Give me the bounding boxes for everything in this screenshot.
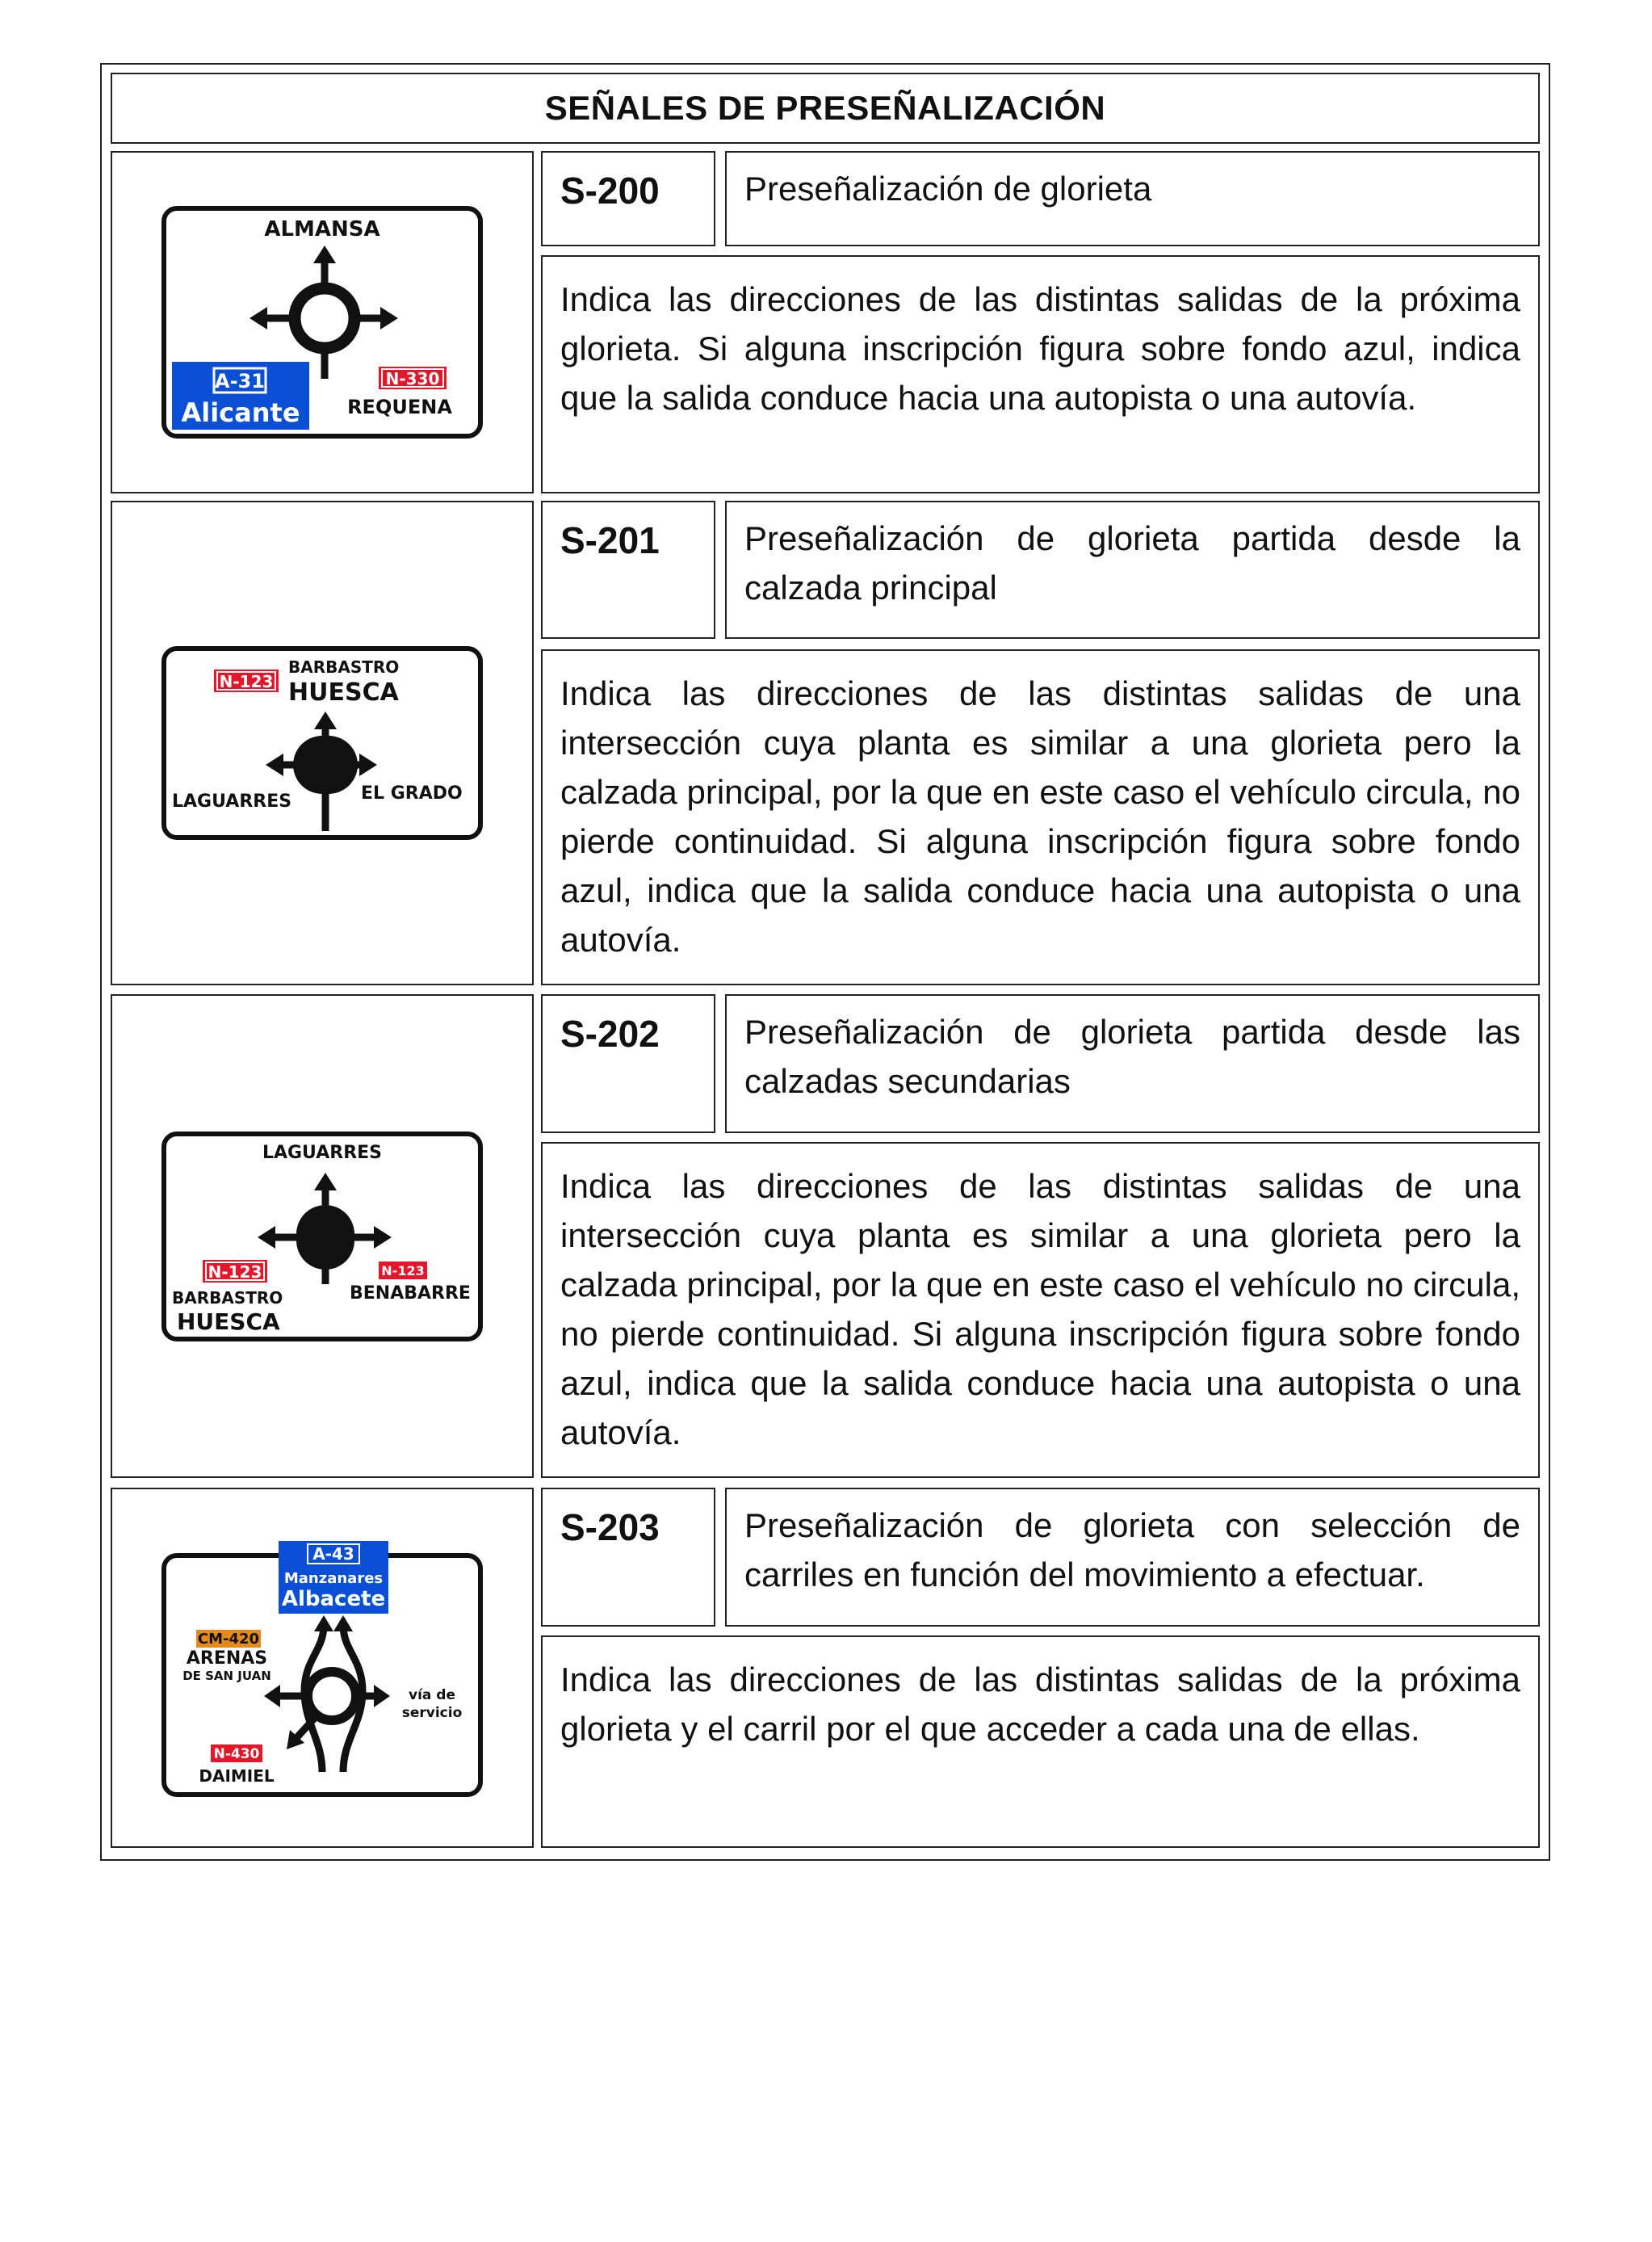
sign-s203-orange-badge: CM-420 [197,1631,260,1648]
sign-s203-left-big: ARENAS [186,1648,268,1669]
sign-s200-right: REQUENA [347,396,452,418]
sign-s201-left: LAGUARRES [172,791,292,812]
sign-s202-red-badge-left: N-123 [208,1262,262,1282]
sign-s203-left-small: DE SAN JUAN [182,1669,271,1683]
sign-s202-left-small: BARBASTRO [172,1287,283,1308]
description-s202: Indica las direcciones de las distintas salidas de una intersección cuya planta es similar a una glorieta pero la calzada principal, por la que en este caso el vehículo no circula, no pierde continuidad. Si alguna inscripción figura sobre fondo azul, indica que la salida conduce hacia una autopista o una autovía. [541,1142,1540,1478]
sign-image-s202 [111,994,534,1478]
sign-s201-right: EL GRADO [361,783,463,804]
sign-s203-right-2: servicio [401,1705,463,1721]
code-s201: S-201 [541,501,715,639]
sign-s202-right: BENABARRE [350,1283,471,1304]
name-s200: Preseñalización de glorieta [725,151,1540,246]
sign-s201-top-big: HUESCA [288,678,399,707]
code-s200: S-200 [541,151,715,246]
roundabout-sign-s202 [161,1131,484,1342]
name-s203: Preseñalización de glorieta con selección de carriles en función del movimiento a efectuar. [725,1488,1540,1627]
sign-s203-bottom: DAIMIEL [199,1766,275,1786]
sign-s201-top-small: BARBASTRO [288,657,400,677]
table-title: SEÑALES DE PRESEÑALIZACIÓN [111,73,1540,144]
sign-s201-red-badge: N-123 [219,672,274,691]
description-s203: Indica las direcciones de las distintas salidas de la próxima glorieta y el carril por el que acceder a cada una de ellas. [541,1635,1540,1848]
sign-image-s201 [111,501,534,985]
description-s201: Indica las direcciones de las distintas salidas de una intersección cuya planta es similar a una glorieta pero la calzada principal, por la que en este caso el vehículo circula, no pierde continuidad. Si alguna inscripción figura sobre fondo azul, indica que la salida conduce hacia una autopista o una autovía. [541,649,1540,985]
sign-s200-top: ALMANSA [264,217,380,241]
sign-s202-red-badge-right: N-123 [381,1262,425,1278]
roundabout-sign-s200 [161,205,484,439]
sign-s203-right-1: vía de [409,1687,455,1703]
sign-s200-red-badge: N-330 [385,369,440,388]
sign-image-s200 [111,151,534,493]
roundabout-sign-s203 [161,1538,484,1798]
sign-s203-red-badge: N-430 [213,1746,260,1762]
name-s201: Preseñalización de glorieta partida desde la calzada principal [725,501,1540,639]
description-s200: Indica las direcciones de las distintas salidas de la próxima glorieta. Si alguna inscripción figura sobre fondo azul, indica que la salida conduce hacia una autopista o una autovía. [541,255,1540,493]
sign-s203-blue-big: Albacete [281,1587,386,1611]
sign-s202-left-big: HUESCA [177,1308,280,1335]
roundabout-sign-s201 [161,645,484,841]
code-s203: S-203 [541,1488,715,1627]
sign-s203-blue-badge: A-43 [312,1544,354,1564]
sign-image-s203 [111,1488,534,1848]
name-s202: Preseñalización de glorieta partida desde las calzadas secundarias [725,994,1540,1133]
sign-s202-top: LAGUARRES [262,1142,383,1163]
sign-s200-blue-badge: A-31 [215,370,265,393]
sign-s200-blue-city: Alicante [181,397,300,428]
code-s202: S-202 [541,994,715,1133]
sign-s203-blue-small: Manzanares [283,1570,384,1587]
